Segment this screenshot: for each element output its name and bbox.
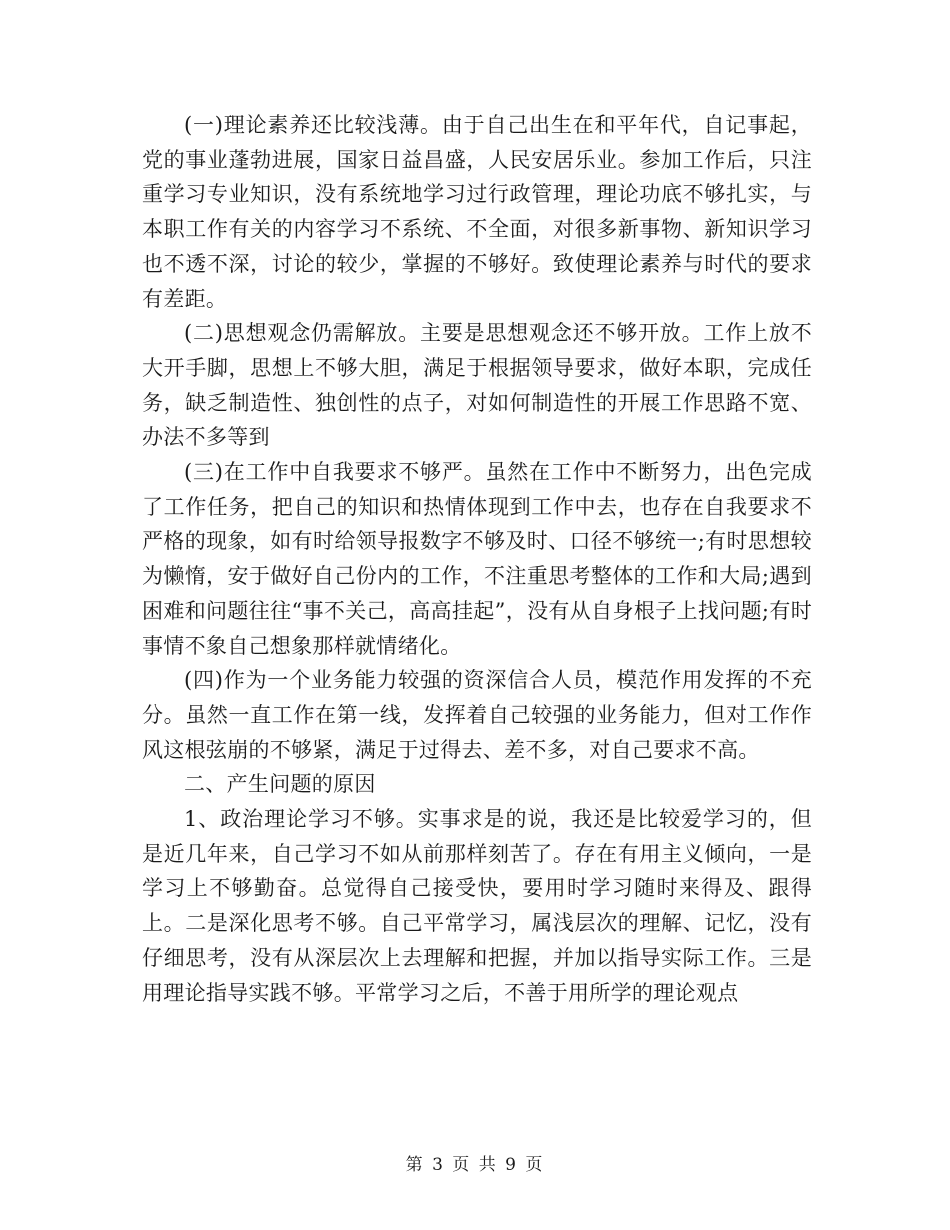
page-number-footer: 第 3 页 共 9 页 [405,1155,545,1175]
paragraph-self-discipline: (三)在工作中自我要求不够严。虽然在工作中不断努力，出色完成了工作任务，把自己的知识和热情体现到工作中去，也存在自我要求不严格的现象，如有时给领导报数字不够及时、口径不够统一;有时思想较为懒惰，安于做好自己份内的工作，不注重思考整体的工作和大局;遇到困难和问题往往“事不关己，高高挂起”，没有从自身根子上找问题;有时事情不象自己想象那样就情绪化。 [142,460,812,658]
section-heading-causes: 二、产生问题的原因 [184,772,376,797]
paragraph-role-model: (四)作为一个业务能力较强的资深信合人员，模范作用发挥的不充分。虽然一直工作在第一线，发挥着自己较强的业务能力，但对工作作风这根弦崩的不够紧，满足于过得去、差不多，对自己要求不高。 [142,668,812,762]
paragraph-thinking-concepts: (二)思想观念仍需解放。主要是思想观念还不够开放。工作上放不大开手脚，思想上不够大胆，满足于根据领导要求，做好本职，完成任务，缺乏制造性、独创性的点子，对如何制造性的开展工作思路不宽、办法不多等到 [142,321,812,450]
paragraph-political-study: 1、政治理论学习不够。实事求是的说，我还是比较爱学习的，但是近几年来，自己学习不如从前那样刻苦了。存在有用主义倾向，一是学习上不够勤奋。总觉得自己接受快，要用时学习随时来得及、跟得上。二是深化思考不够。自己平常学习，属浅层次的理解、记忆，没有仔细思考，没有从深层次上去理解和把握，并加以指导实际工作。三是用理论指导实践不够。平常学习之后，不善于用所学的理论观点 [142,807,812,1005]
document-body [142,108,812,1010]
paragraph-theory-literacy: (一)理论素养还比较浅薄。由于自己出生在和平年代，自记事起，党的事业蓬勃进展，国家日益昌盛，人民安居乐业。参加工作后，只注重学习专业知识，没有系统地学习过行政管理，理论功底不够扎实，与本职工作有关的内容学习不系统、不全面，对很多新事物、新知识学习也不透不深，讨论的较少，掌握的不够好。致使理论素养与时代的要求有差距。 [142,113,812,311]
